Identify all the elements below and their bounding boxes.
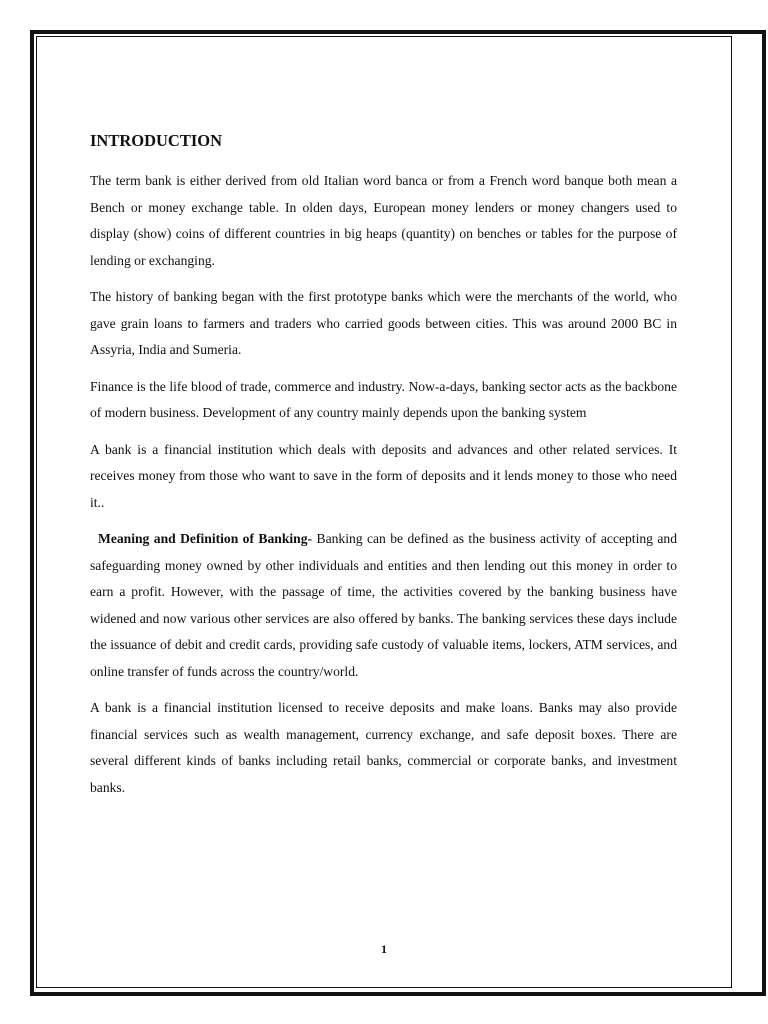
paragraph-bank-definition: A bank is a financial institution which deals with deposits and advances and other related services. It receives money from those who want to save in the form of deposits and it lends money to those who need it.. bbox=[90, 441, 677, 510]
paragraph-history: The history of banking began with the first prototype banks which were the merchants of the world, who gave grain loans to farmers and traders who carried goods between cities. This was around 2000 BC in Assyria, India and Sumeria. bbox=[90, 289, 677, 357]
meaning-title: Meaning and Definition of Banking- bbox=[98, 531, 313, 546]
paragraph-etymology: The term bank is either derived from old Italian word banca or from a French word banque both mean a Bench or money exchange table. In olden days, European money lenders or money changers used to display (show) coins of different countries in big heaps (quantity) on benches or tables for the purpose of lending or exchanging. bbox=[90, 173, 677, 268]
page-number: 1 bbox=[381, 942, 387, 956]
document-body bbox=[90, 128, 677, 811]
meaning-text: Banking can be defined as the business activity of accepting and safeguarding money owned by other individuals and entities and then lending out this money in order to earn a profit. However, with the passage of time, the activities covered by the banking business have widened and now various other services are also offered by banks. The banking services these days include the issuance of debit and credit cards, providing safe custody of valuable items, lockers, ATM services, and online transfer of funds across the country/world. bbox=[90, 531, 677, 679]
paragraph-finance: Finance is the life blood of trade, commerce and industry. Now-a-days, banking sector acts as the backbone of modern business. Development of any country mainly depends upon the banking system bbox=[90, 378, 677, 420]
paragraph-meaning bbox=[90, 526, 677, 685]
paragraph-licensed-institution: A bank is a financial institution licensed to receive deposits and make loans. Banks may also provide financial services such as wealth management, currency exchange, and safe deposit boxes. There are several different kinds of banks including retail banks, commercial or corporate banks, and investment banks. bbox=[90, 700, 677, 795]
section-heading: INTRODUCTION bbox=[90, 131, 223, 150]
